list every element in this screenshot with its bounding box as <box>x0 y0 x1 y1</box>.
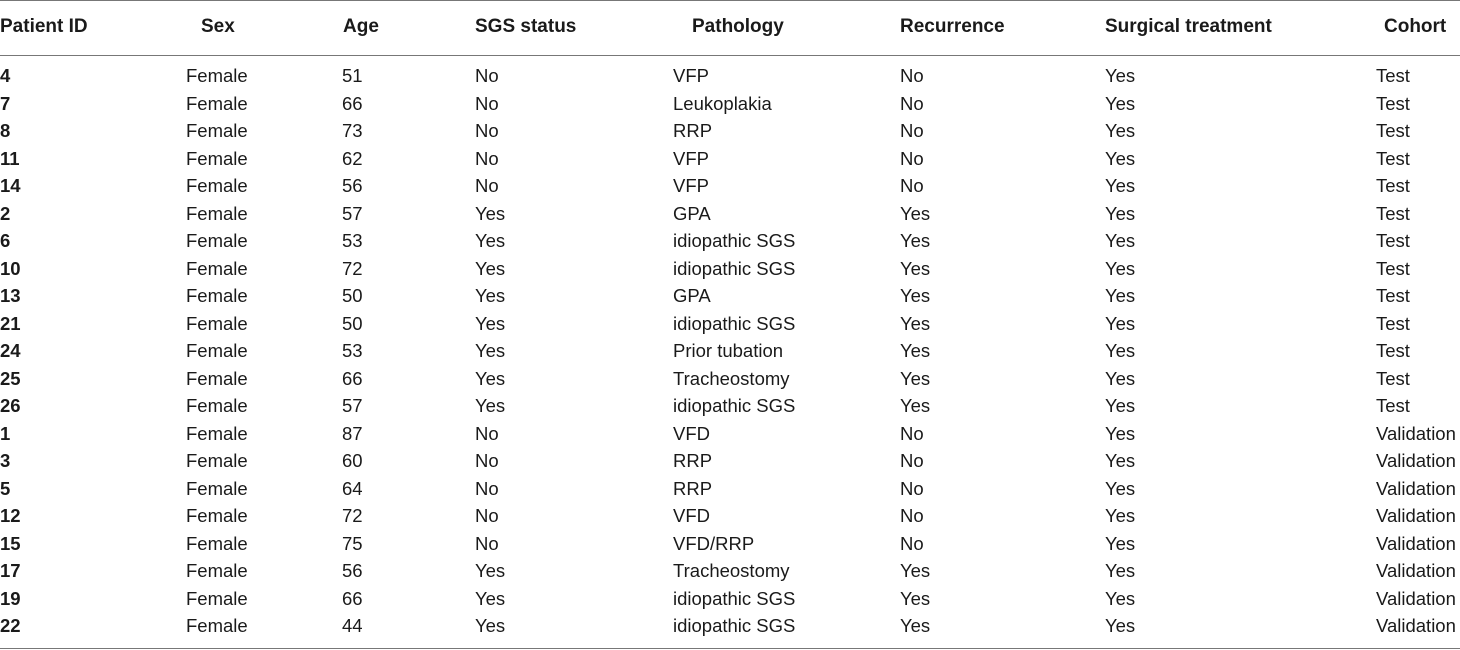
cell-surgical-treatment: Yes <box>1105 395 1136 416</box>
cell-age: 51 <box>342 65 363 86</box>
cell-age: 66 <box>342 92 363 114</box>
cell-pathology: VFP <box>673 65 709 86</box>
cell-age: 50 <box>342 285 363 306</box>
cell-age: 60 <box>342 450 363 471</box>
cell-age: 56 <box>342 560 363 581</box>
header-patient-id: Patient ID <box>0 16 88 37</box>
cell-sgs-status: Yes <box>475 395 506 416</box>
cell-age: 72 <box>342 257 363 279</box>
cell-pathology: idiopathic SGS <box>673 257 796 279</box>
cell-sex: Female <box>186 367 248 389</box>
table-row <box>0 612 1460 640</box>
cell-recurrence: No <box>900 120 924 141</box>
cell-patient-id: 14 <box>0 175 21 196</box>
cell-age: 66 <box>342 587 363 609</box>
cell-recurrence: Yes <box>900 615 931 636</box>
cell-recurrence: Yes <box>900 560 931 581</box>
cell-pathology: Tracheostomy <box>673 560 790 581</box>
cell-cohort: Validation <box>1376 422 1456 444</box>
cell-sex: Female <box>186 560 248 581</box>
cell-sgs-status: Yes <box>475 340 506 361</box>
cell-patient-id: 19 <box>0 587 21 609</box>
header-recurrence: Recurrence <box>900 16 1005 37</box>
cell-sgs-status: Yes <box>475 202 506 224</box>
cell-cohort: Test <box>1376 312 1410 334</box>
cell-age: 66 <box>342 367 363 389</box>
cell-cohort: Test <box>1376 147 1410 169</box>
cell-recurrence: Yes <box>900 587 931 609</box>
cell-sgs-status: No <box>475 505 499 526</box>
cell-pathology: RRP <box>673 450 713 471</box>
header-age: Age <box>343 16 379 37</box>
table-row <box>0 502 1460 530</box>
cell-cohort: Validation <box>1376 477 1456 499</box>
header-pathology: Pathology <box>692 16 784 37</box>
cell-age: 72 <box>342 505 363 526</box>
cell-surgical-treatment: Yes <box>1105 477 1136 499</box>
cell-pathology: idiopathic SGS <box>673 615 796 636</box>
cell-pathology: VFD <box>673 422 710 444</box>
cell-surgical-treatment: Yes <box>1105 422 1136 444</box>
table-row <box>0 62 1460 90</box>
cell-patient-id: 12 <box>0 505 21 526</box>
cell-recurrence: No <box>900 532 924 554</box>
cell-sex: Female <box>186 477 248 499</box>
cell-pathology: VFP <box>673 147 709 169</box>
cell-sex: Female <box>186 92 248 114</box>
cell-pathology: RRP <box>673 120 713 141</box>
cell-recurrence: Yes <box>900 285 931 306</box>
cell-sex: Female <box>186 120 248 141</box>
cell-surgical-treatment: Yes <box>1105 615 1136 636</box>
cell-recurrence: No <box>900 65 924 86</box>
table-row <box>0 337 1460 365</box>
cell-recurrence: No <box>900 505 924 526</box>
table-body <box>0 62 1460 640</box>
cell-sgs-status: Yes <box>475 312 506 334</box>
table-row <box>0 530 1460 558</box>
header-surgical-treatment: Surgical treatment <box>1105 16 1272 37</box>
cell-cohort: Validation <box>1376 587 1456 609</box>
cell-surgical-treatment: Yes <box>1105 202 1136 224</box>
cell-recurrence: No <box>900 450 924 471</box>
cell-recurrence: Yes <box>900 340 931 361</box>
cell-patient-id: 4 <box>0 65 11 86</box>
cell-surgical-treatment: Yes <box>1105 560 1136 581</box>
cell-surgical-treatment: Yes <box>1105 367 1136 389</box>
cell-recurrence: Yes <box>900 230 931 251</box>
cell-patient-id: 22 <box>0 615 21 636</box>
cell-cohort: Test <box>1376 202 1410 224</box>
cell-sex: Female <box>186 395 248 416</box>
cell-surgical-treatment: Yes <box>1105 120 1136 141</box>
cell-pathology: Leukoplakia <box>673 92 772 114</box>
cell-sex: Female <box>186 312 248 334</box>
cell-age: 44 <box>342 615 363 636</box>
cell-surgical-treatment: Yes <box>1105 532 1136 554</box>
cell-age: 75 <box>342 532 363 554</box>
cell-pathology: idiopathic SGS <box>673 312 796 334</box>
cell-recurrence: No <box>900 147 924 169</box>
cell-recurrence: No <box>900 92 924 114</box>
cell-patient-id: 17 <box>0 560 21 581</box>
cell-sgs-status: Yes <box>475 367 506 389</box>
cell-recurrence: Yes <box>900 202 931 224</box>
cell-pathology: VFD <box>673 505 710 526</box>
cell-sex: Female <box>186 615 248 636</box>
cell-pathology: VFP <box>673 175 709 196</box>
cell-sex: Female <box>186 257 248 279</box>
cell-pathology: RRP <box>673 477 713 499</box>
cell-cohort: Validation <box>1376 560 1456 581</box>
cell-recurrence: Yes <box>900 312 931 334</box>
cell-age: 53 <box>342 230 363 251</box>
cell-patient-id: 25 <box>0 367 21 389</box>
header-sgs-status: SGS status <box>475 16 577 37</box>
cell-sex: Female <box>186 340 248 361</box>
cell-pathology: idiopathic SGS <box>673 230 796 251</box>
cell-sgs-status: No <box>475 532 499 554</box>
cell-sgs-status: No <box>475 450 499 471</box>
cell-sex: Female <box>186 505 248 526</box>
cell-surgical-treatment: Yes <box>1105 92 1136 114</box>
cell-sex: Female <box>186 532 248 554</box>
cell-sgs-status: No <box>475 477 499 499</box>
table-row <box>0 117 1460 145</box>
table-row <box>0 172 1460 200</box>
cell-patient-id: 1 <box>0 422 11 444</box>
cell-surgical-treatment: Yes <box>1105 147 1136 169</box>
cell-patient-id: 26 <box>0 395 21 416</box>
cell-pathology: idiopathic SGS <box>673 587 796 609</box>
table-row <box>0 557 1460 585</box>
cell-age: 73 <box>342 120 363 141</box>
cell-sex: Female <box>186 230 248 251</box>
cell-cohort: Validation <box>1376 450 1456 471</box>
cell-patient-id: 5 <box>0 477 11 499</box>
cell-cohort: Test <box>1376 257 1410 279</box>
cell-cohort: Test <box>1376 285 1410 306</box>
table-row <box>0 310 1460 338</box>
cell-cohort: Test <box>1376 120 1410 141</box>
cell-cohort: Test <box>1376 340 1410 361</box>
cell-surgical-treatment: Yes <box>1105 257 1136 279</box>
cell-age: 64 <box>342 477 363 499</box>
table-row <box>0 145 1460 173</box>
table-row <box>0 420 1460 448</box>
cell-surgical-treatment: Yes <box>1105 340 1136 361</box>
cell-pathology: GPA <box>673 285 711 306</box>
cell-pathology: VFD/RRP <box>673 532 755 554</box>
cell-patient-id: 13 <box>0 285 21 306</box>
cell-cohort: Test <box>1376 230 1410 251</box>
table-row <box>0 447 1460 475</box>
cell-cohort: Validation <box>1376 505 1456 526</box>
table-row <box>0 282 1460 310</box>
header-sex: Sex <box>201 16 235 37</box>
cell-sgs-status: No <box>475 147 499 169</box>
table-row <box>0 392 1460 420</box>
cell-sgs-status: No <box>475 92 499 114</box>
cell-sex: Female <box>186 422 248 444</box>
cell-sgs-status: Yes <box>475 615 506 636</box>
cell-pathology: idiopathic SGS <box>673 395 796 416</box>
cell-sgs-status: Yes <box>475 560 506 581</box>
cell-patient-id: 6 <box>0 230 11 251</box>
cell-patient-id: 21 <box>0 312 21 334</box>
cell-pathology: Prior tubation <box>673 340 784 361</box>
table-row <box>0 200 1460 228</box>
cell-cohort: Validation <box>1376 615 1456 636</box>
table-row <box>0 475 1460 503</box>
cell-sgs-status: Yes <box>475 285 506 306</box>
cell-sgs-status: No <box>475 120 499 141</box>
cell-surgical-treatment: Yes <box>1105 587 1136 609</box>
cell-recurrence: Yes <box>900 395 931 416</box>
cell-surgical-treatment: Yes <box>1105 312 1136 334</box>
cell-sex: Female <box>186 147 248 169</box>
table-bottom-rule <box>0 648 1460 649</box>
cell-age: 57 <box>342 202 363 224</box>
cell-age: 53 <box>342 340 363 361</box>
cell-patient-id: 8 <box>0 120 11 141</box>
cell-recurrence: No <box>900 477 924 499</box>
cell-surgical-treatment: Yes <box>1105 285 1136 306</box>
table-header-rule <box>0 55 1460 56</box>
cell-sgs-status: Yes <box>475 257 506 279</box>
cell-sex: Female <box>186 175 248 196</box>
cell-surgical-treatment: Yes <box>1105 65 1136 86</box>
cell-sex: Female <box>186 285 248 306</box>
cell-sex: Female <box>186 587 248 609</box>
table-header-row <box>0 0 1460 55</box>
cell-pathology: Tracheostomy <box>673 367 790 389</box>
cell-age: 57 <box>342 395 363 416</box>
cell-sgs-status: No <box>475 175 499 196</box>
table-row <box>0 227 1460 255</box>
cell-sgs-status: No <box>475 65 499 86</box>
cell-cohort: Validation <box>1376 532 1456 554</box>
cell-surgical-treatment: Yes <box>1105 450 1136 471</box>
cell-sgs-status: No <box>475 422 499 444</box>
cell-cohort: Test <box>1376 65 1410 86</box>
cell-sex: Female <box>186 202 248 224</box>
cell-surgical-treatment: Yes <box>1105 230 1136 251</box>
cell-sgs-status: Yes <box>475 230 506 251</box>
cell-patient-id: 24 <box>0 340 21 361</box>
cell-patient-id: 15 <box>0 532 21 554</box>
table-row <box>0 255 1460 283</box>
cell-age: 62 <box>342 147 363 169</box>
cell-pathology: GPA <box>673 202 711 224</box>
cell-sgs-status: Yes <box>475 587 506 609</box>
cell-cohort: Test <box>1376 92 1410 114</box>
cell-sex: Female <box>186 65 248 86</box>
cell-recurrence: Yes <box>900 257 931 279</box>
table-row <box>0 90 1460 118</box>
cell-cohort: Test <box>1376 367 1410 389</box>
cell-age: 56 <box>342 175 363 196</box>
cell-cohort: Test <box>1376 175 1410 196</box>
cell-age: 50 <box>342 312 363 334</box>
cell-recurrence: No <box>900 175 924 196</box>
header-cohort: Cohort <box>1384 16 1447 37</box>
table-row <box>0 585 1460 613</box>
cell-patient-id: 10 <box>0 257 21 279</box>
cell-surgical-treatment: Yes <box>1105 175 1136 196</box>
cell-patient-id: 3 <box>0 450 11 471</box>
table-row <box>0 365 1460 393</box>
cell-patient-id: 2 <box>0 202 11 224</box>
cell-recurrence: Yes <box>900 367 931 389</box>
cell-recurrence: No <box>900 422 924 444</box>
cell-patient-id: 11 <box>0 147 20 169</box>
cell-patient-id: 7 <box>0 92 11 114</box>
cell-surgical-treatment: Yes <box>1105 505 1136 526</box>
cell-sex: Female <box>186 450 248 471</box>
cell-cohort: Test <box>1376 395 1410 416</box>
cell-age: 87 <box>342 422 363 444</box>
